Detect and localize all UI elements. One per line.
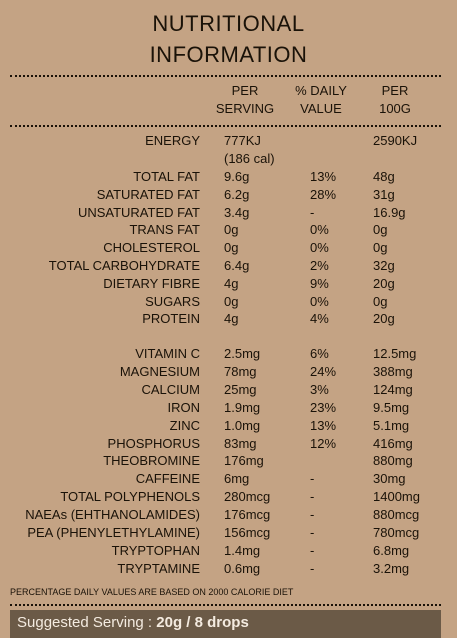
nutrient-row bbox=[0, 470, 457, 488]
nutrient-label: PEA (PHENYLETHYLAMINE) bbox=[27, 525, 200, 540]
nutrient-label: CHOLESTEROL bbox=[103, 240, 200, 256]
per-serving-value: 6.2g bbox=[224, 186, 250, 202]
per-100g-value: 48g bbox=[373, 169, 395, 184]
nutrient-label: PROTEIN bbox=[142, 311, 200, 327]
nutrient-row bbox=[0, 168, 457, 186]
per-serving-value: 0g bbox=[224, 293, 239, 309]
per-serving-value: 176mg bbox=[224, 453, 264, 469]
nutrient-label: CALCIUM bbox=[141, 381, 200, 397]
daily-value: 13% bbox=[310, 169, 337, 184]
per-100g-value: 0g bbox=[373, 240, 388, 256]
nutrient-row bbox=[0, 488, 457, 506]
daily-value: - bbox=[310, 507, 315, 523]
daily-value: - bbox=[310, 204, 315, 220]
per-serving-value: 3.4g bbox=[224, 204, 250, 220]
per-serving-value: 78mg bbox=[224, 363, 257, 379]
nutrient-row bbox=[0, 399, 457, 417]
nutrient-label: UNSATURATED FAT bbox=[77, 204, 200, 220]
nutrient-row bbox=[0, 221, 457, 239]
nutrient-label: SUGARS bbox=[145, 293, 200, 309]
per-serving-value: 6mg bbox=[224, 471, 250, 487]
per-100g-value: 6.8mg bbox=[373, 542, 410, 558]
nutrient-label: TRYPTAMINE bbox=[117, 560, 200, 576]
daily-value: - bbox=[310, 525, 315, 540]
per-serving-value: 156mcg bbox=[224, 525, 271, 540]
daily-value: - bbox=[310, 542, 315, 558]
per-serving-value: 4g bbox=[224, 311, 239, 327]
nutrient-row bbox=[0, 542, 457, 560]
per-serving-value: 1.9mg bbox=[224, 399, 261, 415]
nutrient-label: PHOSPHORUS bbox=[107, 435, 200, 451]
nutrient-label: TRYPTOPHAN bbox=[111, 542, 200, 558]
per-serving-calories: (186 cal) bbox=[224, 151, 275, 166]
per-serving-value: 280mcg bbox=[224, 489, 271, 505]
nutrient-row bbox=[0, 239, 457, 257]
per-100g-value: 30mg bbox=[373, 471, 406, 487]
daily-value: 0% bbox=[310, 222, 329, 238]
suggested-serving-banner bbox=[10, 610, 441, 638]
per-serving-value: 176mcg bbox=[224, 507, 271, 523]
nutrient-label: TOTAL POLYPHENOLS bbox=[60, 489, 200, 505]
nutrient-row bbox=[0, 345, 457, 363]
nutrient-row bbox=[0, 275, 457, 293]
daily-value: 6% bbox=[310, 346, 329, 361]
per-100g-value: 12.5mg bbox=[373, 346, 417, 361]
daily-value: 0% bbox=[310, 293, 329, 309]
per-serving-value: 1.0mg bbox=[224, 417, 261, 433]
daily-value-footnote: PERCENTAGE DAILY VALUES ARE BASED ON 2000 CALORIE DIET bbox=[10, 587, 294, 597]
nutrient-label: THEOBROMINE bbox=[103, 453, 200, 469]
nutrient-row bbox=[0, 560, 457, 578]
title-line-2: INFORMATION bbox=[149, 42, 308, 67]
per-100g-value: 124mg bbox=[373, 381, 413, 397]
per-100g-value: 0g bbox=[373, 222, 388, 238]
page-title bbox=[0, 8, 457, 70]
nutrient-label: DIETARY FIBRE bbox=[103, 275, 200, 291]
header-per-serving: PER SERVING bbox=[215, 83, 275, 116]
per-100g-value: 780mcg bbox=[373, 525, 420, 540]
per-serving-value: 0g bbox=[224, 222, 239, 238]
per-serving-value: 9.6g bbox=[224, 169, 250, 184]
nutrient-label: CAFFEINE bbox=[135, 471, 200, 487]
nutrient-row bbox=[0, 524, 457, 542]
dotted-divider-bottom bbox=[10, 604, 441, 606]
per-100g-value: 16.9g bbox=[373, 204, 406, 220]
energy-calories-row bbox=[0, 150, 457, 168]
nutrient-label: ENERGY bbox=[145, 133, 200, 148]
per-100g-value: 32g bbox=[373, 258, 395, 273]
per-100g-value: 880mcg bbox=[373, 507, 420, 523]
nutrient-label: IRON bbox=[167, 399, 200, 415]
nutrient-row bbox=[0, 363, 457, 381]
per-100g-value: 9.5mg bbox=[373, 399, 410, 415]
nutrient-row bbox=[0, 452, 457, 470]
nutrient-label: TRANS FAT bbox=[129, 222, 200, 238]
nutrient-row bbox=[0, 293, 457, 311]
dotted-divider-top bbox=[10, 75, 441, 77]
daily-value: 12% bbox=[310, 435, 337, 451]
nutrient-label: NAEAs (EHTHANOLAMIDES) bbox=[25, 507, 200, 523]
per-100g-value: 3.2mg bbox=[373, 560, 410, 576]
header-per-100g: PER 100G bbox=[379, 83, 411, 116]
per-serving-value: 4g bbox=[224, 275, 239, 291]
nutrient-row bbox=[0, 204, 457, 222]
per-100g-value: 20g bbox=[373, 275, 395, 291]
per-serving-value: 25mg bbox=[224, 381, 257, 397]
per-100g-value: 416mg bbox=[373, 435, 413, 451]
daily-value: 13% bbox=[310, 417, 337, 433]
daily-value: 9% bbox=[310, 275, 329, 291]
nutrient-row bbox=[0, 506, 457, 524]
daily-value: - bbox=[310, 560, 315, 576]
per-100g-value: 0g bbox=[373, 293, 388, 309]
header-daily-value: % DAILY VALUE bbox=[295, 83, 347, 116]
nutrient-row bbox=[0, 417, 457, 435]
nutrient-row bbox=[0, 257, 457, 275]
per-100g-value: 2590KJ bbox=[373, 133, 418, 148]
nutrient-label: MAGNESIUM bbox=[119, 363, 200, 379]
per-100g-value: 880mg bbox=[373, 453, 413, 469]
daily-value: 3% bbox=[310, 381, 329, 397]
serving-value: 20g / 8 drops bbox=[156, 614, 249, 631]
per-100g-value: 20g bbox=[373, 311, 395, 327]
dotted-divider-header bbox=[10, 125, 441, 127]
per-serving-value: 0g bbox=[224, 240, 239, 256]
nutrient-label: TOTAL FAT bbox=[133, 169, 200, 184]
daily-value: 28% bbox=[310, 186, 337, 202]
nutrient-row bbox=[0, 186, 457, 204]
per-serving-value: 777KJ bbox=[224, 133, 261, 148]
daily-value: - bbox=[310, 471, 315, 487]
per-serving-value: 0.6mg bbox=[224, 560, 261, 576]
nutrient-label: ZINC bbox=[169, 417, 200, 433]
daily-value: 2% bbox=[310, 258, 329, 273]
per-100g-value: 1400mg bbox=[373, 489, 420, 505]
nutrient-label: SATURATED FAT bbox=[96, 186, 200, 202]
daily-value: 4% bbox=[310, 311, 329, 327]
nutrient-label: TOTAL CARBOHYDRATE bbox=[48, 258, 200, 273]
per-serving-value: 2.5mg bbox=[224, 346, 261, 361]
daily-value: - bbox=[310, 489, 315, 505]
per-100g-value: 5.1mg bbox=[373, 417, 410, 433]
daily-value: 23% bbox=[310, 399, 337, 415]
nutrient-row bbox=[0, 381, 457, 399]
daily-value: 0% bbox=[310, 240, 329, 256]
per-serving-value: 83mg bbox=[224, 435, 257, 451]
nutrient-row bbox=[0, 435, 457, 453]
per-100g-value: 388mg bbox=[373, 363, 413, 379]
per-serving-value: 1.4mg bbox=[224, 542, 261, 558]
title-line-1: NUTRITIONAL bbox=[152, 11, 305, 36]
daily-value: 24% bbox=[310, 363, 337, 379]
nutrient-row bbox=[0, 310, 457, 328]
energy-row bbox=[0, 132, 457, 150]
nutrient-label: VITAMIN C bbox=[135, 346, 200, 361]
per-100g-value: 31g bbox=[373, 186, 395, 202]
serving-label: Suggested Serving : bbox=[17, 614, 153, 631]
per-serving-value: 6.4g bbox=[224, 258, 250, 273]
